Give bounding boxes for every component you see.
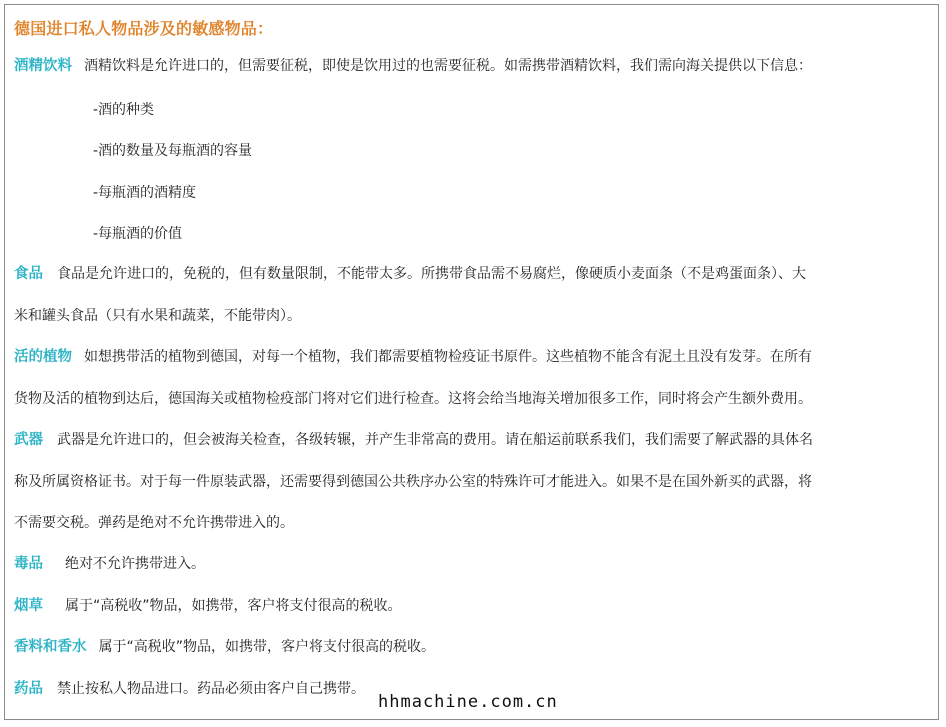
food-line-2: 米和罐头食品（只有水果和蔬菜，不能带肉）。 xyxy=(14,307,301,324)
weapons-line-1: 武器是允许进口的，但会被海关检查，各级转辗，并产生非常高的费用。请在船运前联系我们，我们需要了解武器的具体名 xyxy=(57,432,813,448)
plants-line-1: 如想携带活的植物到德国，对每一个植物，我们都需要植物检疫证书原件。这些植物不能含有泥土且没有发芽。在所有 xyxy=(84,349,812,365)
term-food: 食品 xyxy=(14,266,43,282)
weapons-line-3: 不需要交税。弹药是绝对不允许携带进入的。 xyxy=(14,515,294,531)
term-weapons: 武器 xyxy=(14,432,43,448)
term-plants: 活的植物 xyxy=(14,349,72,365)
alcohol-item-quantity: -酒的数量及每瓶酒的容量 xyxy=(93,143,253,159)
page-title: 德国进口私人物品涉及的敏感物品： xyxy=(14,19,274,38)
term-medicine: 药品 xyxy=(14,681,43,697)
section-alcohol xyxy=(14,46,928,88)
term-alcohol: 酒精饮料 xyxy=(14,58,72,74)
plants-line-2: 货物及活的植物到达后，德国海关或植物检疫部门将对它们进行检查。这将会给当地海关增加很多工作，同时将会产生额外费用。 xyxy=(14,390,812,407)
medicine-text: 禁止按私人物品进口。药品必须由客户自己携带。 xyxy=(57,681,365,697)
drugs-text: 绝对不允许携带进入。 xyxy=(65,556,205,572)
term-drugs: 毒品 xyxy=(14,556,43,572)
section-drugs xyxy=(14,544,928,586)
alcohol-item-strength: -每瓶酒的酒精度 xyxy=(93,185,197,201)
alcohol-text: 酒精饮料是允许进口的，但需要征税，即使是饮用过的也需要征税。如需携带酒精饮料，我们需向海关提供以下信息： xyxy=(84,58,812,74)
content-frame xyxy=(4,4,939,720)
site-watermark: hhmachine.com.cn xyxy=(378,692,558,712)
section-perfume xyxy=(14,627,928,669)
perfume-text: 属于“高税收”物品，如携带，客户将支付很高的税收。 xyxy=(98,639,436,655)
food-line-1: 食品是允许进口的，免税的，但有数量限制，不能带太多。所携带食品需不易腐烂，像硬质小麦面条（不是鸡蛋面条）、大 xyxy=(57,266,806,282)
tobacco-text: 属于“高税收”物品，如携带，客户将支付很高的税收。 xyxy=(65,598,402,614)
term-perfume: 香料和香水 xyxy=(14,639,87,655)
term-tobacco: 烟草 xyxy=(14,598,43,614)
alcohol-item-type: -酒的种类 xyxy=(93,102,155,118)
section-plants xyxy=(14,337,928,420)
section-tobacco xyxy=(14,586,928,628)
section-food xyxy=(14,254,928,337)
section-weapons xyxy=(14,420,928,545)
alcohol-item-value: -每瓶酒的价值 xyxy=(93,226,183,242)
weapons-line-2: 称及所属资格证书。对于每一件原装武器，还需要得到德国公共秩序办公室的特殊许可才能进入。如果不是在国外新买的武器，将 xyxy=(14,473,812,490)
